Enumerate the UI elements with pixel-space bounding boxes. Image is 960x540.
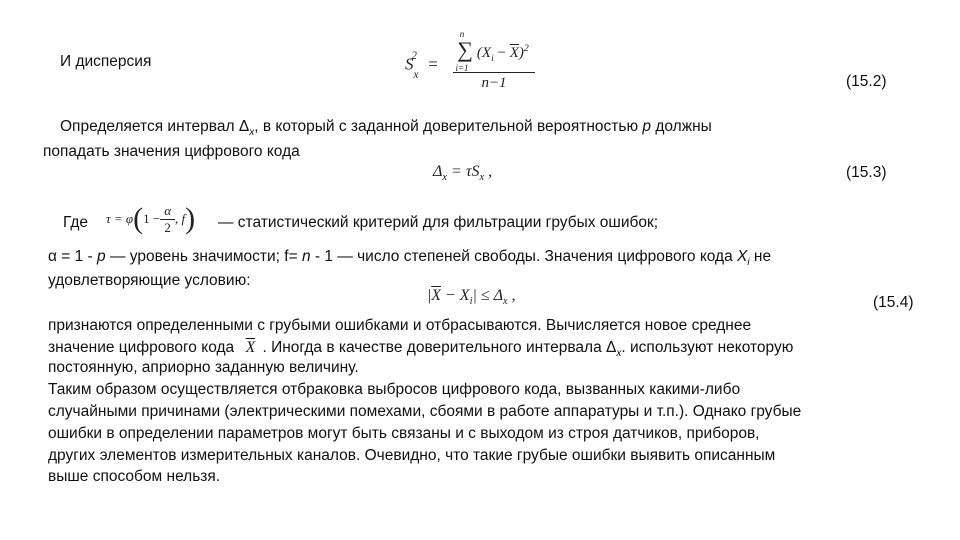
where-label: Где [63,214,89,231]
paragraph-line-8: значение цифрового кода $\overline{X}$ . Иногда в качестве доверительного интервала $\Delta_x$. используют некоторую [48,339,794,360]
paragraph-line-13: других элементов измерительных каналов. Очевидно, что такие грубые ошибки выявить описанным [48,447,776,464]
paragraph-line-11: случайными причинами (электрическими помехами, сбоями в работе аппаратуры и т.п.). Однако грубые [48,403,802,420]
paragraph-line-14: выше способом нельзя. [48,468,221,485]
paragraph-line-12: ошибки в определении параметров могут быть связаны и с выходом из строя датчиков, приборов, [48,425,760,442]
equation-number-15-4: (15.4) [873,294,914,311]
significance-line: α = 1 - p — уровень значимости; f= n - 1 — число степеней свободы. Значения цифрового кода $X_i$ не [48,248,772,269]
condition-intro: удовлетворяющие условию: [48,272,251,289]
outlier-condition-formula: $|\overline{X} - X_i| \le \Delta_x$ , [428,287,516,308]
interval-definition-line: Определяется интервал $\Delta_x$, в который с заданной доверительной вероятностью p должны [60,118,712,139]
equation-number-15-2: (15.2) [846,73,887,90]
paragraph-line-10: Таким образом осуществляется отбраковка выбросов цифрового кода, вызванных какими-либо [48,381,741,398]
equation-number-15-3: (15.3) [846,164,887,181]
paragraph-line-7: признаются определенными с грубыми ошибками и отбрасываются. Вычисляется новое среднее [48,317,752,334]
interval-definition-continuation: попадать значения цифрового кода [43,143,300,160]
variance-formula: $S_x^2$ = n ∑ $(X_i - \overline{X})^2$ i=1 n−1 [405,30,535,94]
tau-description: — статистический критерий для фильтрации грубых ошибок; [218,214,659,231]
paragraph-line-9: постоянную, априорно заданную величину. [48,359,359,376]
interval-formula: $\Delta_x = \tau S_x$ , [433,163,493,184]
mean-symbol: $\overline{X}$ [245,339,256,356]
variance-intro: И дисперсия [60,53,152,70]
tau-formula: τ = φ ( 1 − $\frac{\alpha}{2}$ , f ) [106,202,196,235]
